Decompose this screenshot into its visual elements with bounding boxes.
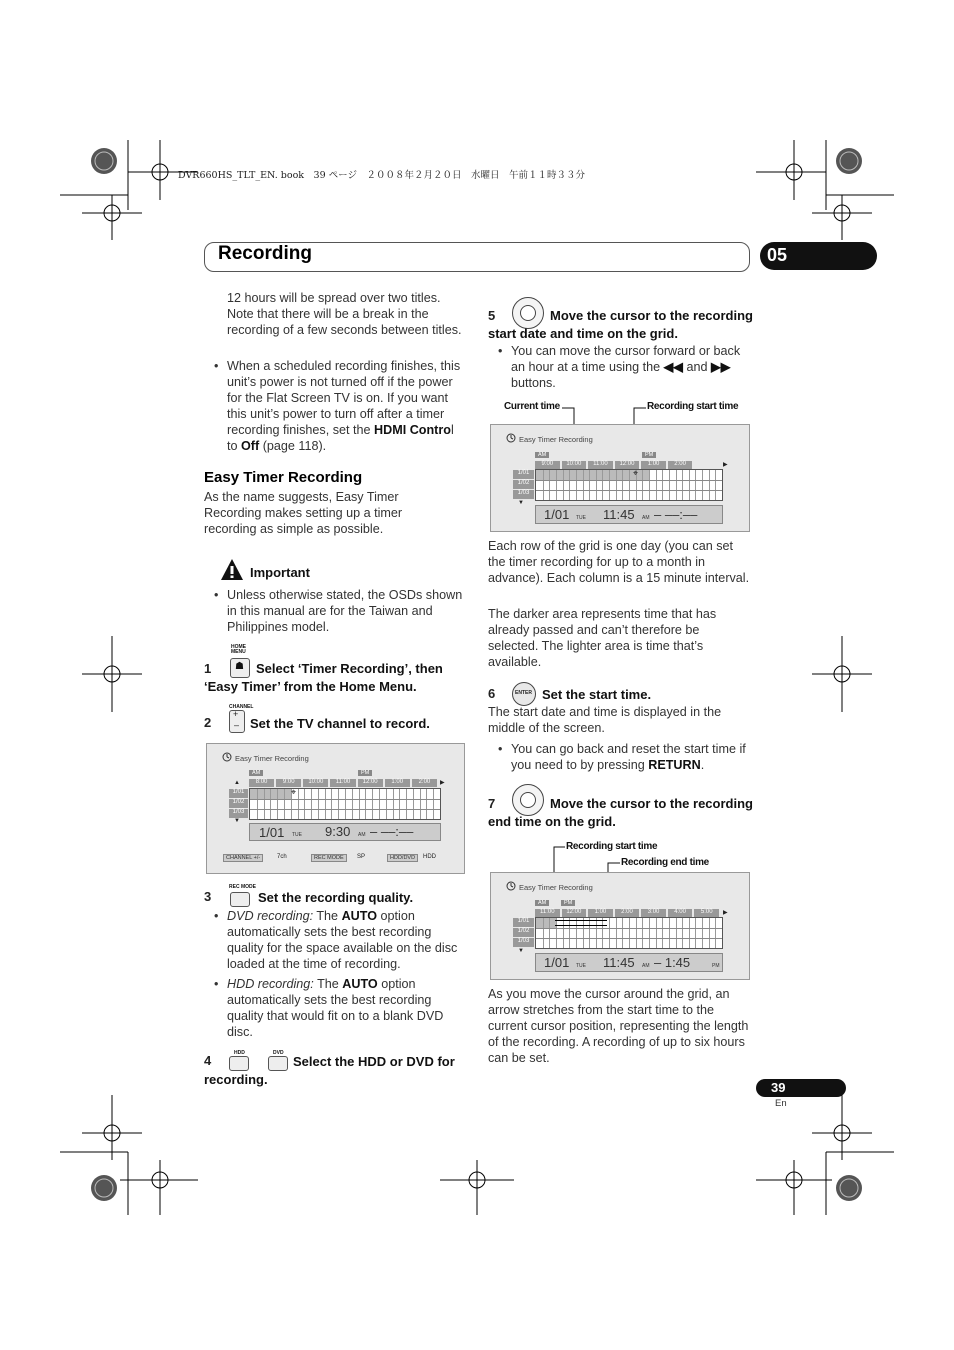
- step5-bullet-a: You can move the cursor forward or back an hour at a time using the: [511, 344, 741, 374]
- osd3-grid-line: [616, 918, 617, 948]
- grid-explanation-1: Each row of the grid is one day (you can set the timer recording for up to a month in advance). Each column is a 15 minute interval.: [488, 539, 750, 585]
- osd1-grid-line: [338, 789, 339, 819]
- step6-description: The start date and time is displayed in the middle of the screen.: [488, 705, 722, 735]
- hdd-recording-label: HDD recording:: [227, 977, 314, 991]
- osd1-date: 1/01: [259, 825, 285, 840]
- osd1-grid-line: [304, 789, 305, 819]
- osd3-am-label: AM: [535, 900, 549, 906]
- osd2-grid-line: [629, 470, 630, 500]
- osd1-hdddvd-value: HDD: [423, 854, 436, 860]
- osd2-grid-line: [715, 470, 716, 500]
- step6-number: 6: [488, 686, 496, 701]
- osd3-grid-line: [676, 918, 677, 948]
- osd1-time-header: [249, 779, 439, 787]
- fast-forward-icon: ▶▶: [711, 360, 731, 374]
- osd1-time-label: 1:00: [385, 779, 410, 787]
- osd2-time-label: 11:00: [588, 461, 613, 469]
- osd1-grid-line: [365, 789, 366, 819]
- osd1-grid-line: [277, 789, 278, 819]
- osd3-grid-line: [709, 918, 710, 948]
- bullet-power-text-d: Off: [241, 439, 260, 453]
- osd1-time-label: 9:00: [276, 779, 301, 787]
- important-warning-icon: [220, 558, 244, 582]
- osd3-grid-line: [656, 918, 657, 948]
- osd3-grid-line: [549, 918, 550, 948]
- callout-current-time: Current time: [504, 401, 560, 412]
- step6-bullet-c: .: [700, 758, 705, 772]
- osd3-pm-label: PM: [561, 900, 575, 906]
- osd3-time-header: [535, 909, 721, 917]
- osd2-grid-line: [622, 470, 623, 500]
- osd1-grid-line: [264, 789, 265, 819]
- osd2-grid-line: [576, 470, 577, 500]
- clock-icon: [506, 881, 516, 891]
- osd3-grid-line: [715, 918, 716, 948]
- step2-text: Set the TV channel to record.: [250, 716, 430, 731]
- osd1-grid-line: [298, 789, 299, 819]
- step7-number: 7: [488, 796, 496, 811]
- osd1-date-label: 1/02: [229, 799, 248, 808]
- osd1-grid-line: [311, 789, 312, 819]
- step5-bullet-c: and: [683, 360, 712, 374]
- osd3-time-label: 12:00: [562, 909, 587, 917]
- osd3-date-label: 1/01: [513, 918, 534, 927]
- osd1-grid-line: [325, 789, 326, 819]
- auto-option-1: AUTO: [341, 909, 378, 923]
- chapter-number: 05: [767, 245, 788, 265]
- osd2-grid-line: [616, 470, 617, 500]
- bullet-power-text-a: When a scheduled recording finishes, this unit’s power is not turned off if the power for the Flat Screen TV is on. If you want this unit’s power to turn off after a timer recording finishes, set the: [227, 359, 461, 437]
- step1-text: Select ‘Timer Recording’, then ‘Easy Timer’ from the Home Menu.: [204, 661, 443, 694]
- home-menu-caption: HOME MENU: [231, 644, 246, 655]
- osd3-time-bar: [535, 953, 723, 972]
- osd3-grid-line: [649, 918, 650, 948]
- osd2-time-bar: [535, 505, 723, 524]
- osd2-date-label: 1/03: [513, 490, 534, 499]
- osd1-title: Easy Timer Recording: [235, 754, 309, 763]
- osd2-grid-line: [669, 470, 670, 500]
- osd1-grid-line: [386, 789, 387, 819]
- home-icon: ☗: [235, 661, 244, 672]
- osd3-time-label: 1:00: [588, 909, 613, 917]
- osd2-time-label: 12:00: [615, 461, 640, 469]
- page-number: 39: [771, 1080, 786, 1095]
- rec-mode-caption: REC MODE: [229, 884, 256, 890]
- osd3-start-time: 11:45: [603, 955, 635, 970]
- page-language: En: [775, 1098, 787, 1109]
- channel-button-icon: [229, 710, 245, 733]
- osd3-time-label: 4:00: [668, 909, 693, 917]
- osd3-recording-span-arrow: [555, 920, 607, 926]
- osd2-start-ampm: AM: [642, 515, 650, 521]
- osd2-time-label: 9:00: [535, 461, 560, 469]
- osd1-start-ampm: AM: [358, 832, 366, 838]
- step3-b1-text-b: The: [313, 909, 342, 923]
- osd3-date-label: 1/03: [513, 938, 534, 947]
- osd1-grid-line: [257, 789, 258, 819]
- osd1-grid-line: [250, 809, 440, 810]
- step4-number: 4: [204, 1053, 212, 1068]
- intro-continued: 12 hours will be spread over two titles. Note that there will be a break in the recording of a few seconds between titles.: [227, 291, 462, 337]
- step7-text: Move the cursor to the recording end time on the grid.: [488, 796, 753, 829]
- osd2-grid-line: [569, 470, 570, 500]
- hdd-caption: HDD: [234, 1050, 245, 1056]
- osd1-grid-line: [284, 789, 285, 819]
- dvd-recording-label: DVD recording:: [227, 909, 314, 923]
- osd1-time-label: 11:00: [330, 779, 355, 787]
- osd2-grid-line: [682, 470, 683, 500]
- osd2-grid-line: [543, 470, 544, 500]
- osd2-grid-line: [689, 470, 690, 500]
- osd2-grid-line: [642, 470, 643, 500]
- osd2-grid-line: [609, 470, 610, 500]
- step3-b1-text-d: option automatically sets the best recording quality for the space available on the disc loaded at the time of recording.: [227, 909, 458, 971]
- osd2-past-area: [536, 470, 649, 480]
- osd2-day: TUE: [576, 515, 586, 521]
- osd1-grid-line: [372, 789, 373, 819]
- osd2-grid-line: [563, 470, 564, 500]
- osd3-title: Easy Timer Recording: [519, 883, 593, 892]
- osd1-channel-label: CHANNEL +/-: [223, 854, 263, 862]
- osd3-time-label: 2:00: [615, 909, 640, 917]
- easy-timer-description: As the name suggests, Easy Timer Recording makes setting up a timer recording as simple as possible.: [204, 490, 403, 536]
- osd3-time-label: 3:00: [641, 909, 666, 917]
- osd2-grid-line: [662, 470, 663, 500]
- osd1-time-label: 10:00: [303, 779, 328, 787]
- osd1-hdddvd-label: HDD/DVD: [387, 854, 418, 862]
- osd2-start-time: 11:45: [603, 507, 635, 522]
- osd1-right-arrow-icon: ▶: [440, 780, 445, 786]
- osd1-cursor-icon: ⌖: [291, 787, 297, 797]
- osd3-date-column: [513, 918, 535, 948]
- osd2-date-label: 1/01: [513, 470, 534, 479]
- osd1-timer-grid[interactable]: [249, 788, 441, 820]
- bullet-power-text-c: l to: [227, 423, 454, 453]
- osd3-grid-line: [682, 918, 683, 948]
- osd2-right-arrow-icon: ▶: [723, 462, 728, 468]
- bullet-power-text-e: (page 118).: [259, 439, 327, 453]
- bullet-power-off: [227, 358, 465, 454]
- osd1-grid-line: [426, 789, 427, 819]
- step5-bullet-e: buttons.: [511, 376, 556, 390]
- osd1-time-label: 8:00: [249, 779, 274, 787]
- auto-option-2: AUTO: [342, 977, 378, 991]
- osd2-down-arrow-icon: ▼: [518, 500, 524, 506]
- osd1-end-time: – ––:––: [370, 824, 414, 839]
- enter-caption: ENTER: [515, 690, 532, 696]
- osd1-grid-line: [379, 789, 380, 819]
- osd3-end-time: – 1:45: [654, 955, 691, 970]
- osd1-time-label: 12:00: [358, 779, 383, 787]
- callout-recording-end: Recording end time: [621, 857, 709, 868]
- osd3-grid-line: [543, 918, 544, 948]
- osd1-grid-line: [399, 789, 400, 819]
- clock-icon: [222, 752, 232, 762]
- osd3-grid-line: [695, 918, 696, 948]
- osd2-timer-grid[interactable]: [535, 469, 723, 501]
- osd1-time-bar: [249, 823, 441, 841]
- osd2-grid-line: [702, 470, 703, 500]
- enter-button-icon: [512, 682, 536, 706]
- osd2-time-label: 2:00: [668, 461, 693, 469]
- step3-bullet-hdd: [227, 976, 465, 1040]
- bullet-power-text-b: HDMI Contro: [374, 423, 451, 437]
- osd1-start-time: 9:30: [325, 824, 351, 839]
- osd2-grid-line: [602, 470, 603, 500]
- step6-bullet: [511, 741, 749, 773]
- step3-b2-text-d: option automatically sets the best recording quality that would fit on to a blank DVD disc.: [227, 977, 444, 1039]
- rec-mode-button-icon: [230, 892, 250, 907]
- osd2-date-column: [513, 470, 535, 500]
- osd3-grid-line: [642, 918, 643, 948]
- grid-explanation-2: The darker area represents time that has already passed and can’t therefore be selected. The lighter area is time that’s available.: [488, 607, 717, 669]
- osd3-right-arrow-icon: ▶: [723, 910, 728, 916]
- osd2-grid-line: [556, 470, 557, 500]
- step3-number: 3: [204, 889, 212, 904]
- osd1-date-label: 1/03: [229, 809, 248, 818]
- osd3-date-label: 1/02: [513, 928, 534, 937]
- osd2-grid-line: [536, 490, 722, 491]
- osd1-grid-line: [393, 789, 394, 819]
- osd2-grid-line: [709, 470, 710, 500]
- section-title: Recording: [218, 243, 312, 264]
- osd1-day: TUE: [292, 832, 302, 838]
- step6-text: Set the start time.: [542, 687, 652, 702]
- callout-recording-start: Recording start time: [647, 401, 739, 412]
- osd3-start-ampm: AM: [642, 963, 650, 969]
- osd3-grid-line: [622, 918, 623, 948]
- step3-b2-text-b: The: [313, 977, 343, 991]
- print-header: DVR660HS_TLT_EN. book 39 ページ ２００８年２月２０日 水曜日 午前１１時３３分: [178, 170, 585, 181]
- osd1-pm-label: PM: [358, 770, 372, 776]
- osd1-left-arrow-icon: ▲: [234, 780, 240, 786]
- osd2-pm-label: PM: [642, 452, 656, 458]
- osd3-end-ampm: PM: [712, 963, 720, 969]
- osd2-grid-line: [649, 470, 650, 500]
- osd-screen-3: [490, 872, 750, 980]
- osd2-am-label: AM: [535, 452, 549, 458]
- step3-text: Set the recording quality.: [258, 890, 414, 905]
- callout-recording-start-2: Recording start time: [566, 841, 658, 852]
- osd-screen-1: [206, 743, 465, 874]
- osd1-grid-line: [318, 789, 319, 819]
- osd2-grid-line: [676, 470, 677, 500]
- osd3-time-label: 11:00: [535, 909, 560, 917]
- osd1-grid-line: [331, 789, 332, 819]
- plus-icon: +: [233, 709, 239, 719]
- minus-icon: –: [234, 720, 240, 730]
- osd1-grid-line: [433, 789, 434, 819]
- osd3-grid-line: [636, 918, 637, 948]
- osd3-grid-line: [702, 918, 703, 948]
- osd1-recmode-value: SP: [357, 854, 366, 860]
- osd2-end-time: – ––:––: [654, 507, 698, 522]
- step6-bullet-a: You can go back and reset the start time if you need to by pressing: [511, 742, 746, 772]
- osd3-grid-line: [689, 918, 690, 948]
- osd1-grid-line: [413, 789, 414, 819]
- osd1-grid-line: [270, 789, 271, 819]
- osd1-grid-line: [250, 799, 440, 800]
- osd1-grid-line: [352, 789, 353, 819]
- osd1-grid-line: [420, 789, 421, 819]
- osd3-past-area: [536, 918, 556, 928]
- step3-bullet-dvd: [227, 908, 465, 972]
- osd2-grid-line: [589, 470, 590, 500]
- osd2-cursor-icon: ⌖: [633, 468, 639, 478]
- osd3-day: TUE: [576, 963, 586, 969]
- osd2-title: Easy Timer Recording: [519, 435, 593, 444]
- osd3-grid-line: [629, 918, 630, 948]
- osd1-grid-line: [345, 789, 346, 819]
- osd3-down-arrow-icon: ▼: [518, 948, 524, 954]
- important-bullet: • Unless otherwise stated, the OSDs shown in this manual are for the Taiwan and Philippines model.: [227, 587, 465, 635]
- osd2-time-label: 10:00: [562, 461, 587, 469]
- osd3-grid-line: [669, 918, 670, 948]
- osd1-time-label: 2:00: [412, 779, 437, 787]
- osd2-grid-line: [695, 470, 696, 500]
- osd2-date: 1/01: [544, 507, 570, 522]
- osd1-date-label: 1/01: [229, 789, 248, 798]
- osd3-time-label: 5:00: [694, 909, 719, 917]
- osd1-channel-value: 7ch: [277, 854, 287, 860]
- step5-bullet: [511, 343, 749, 391]
- step2-number: 2: [204, 715, 212, 730]
- osd1-date-column: [229, 789, 249, 819]
- step4-text: Select the HDD or DVD for recording.: [204, 1054, 455, 1087]
- step5-text: Move the cursor to the recording start date and time on the grid.: [488, 308, 753, 341]
- osd1-grid-line: [359, 789, 360, 819]
- osd1-down-arrow-icon: ▼: [234, 818, 240, 824]
- osd3-grid-line: [536, 928, 722, 929]
- important-label: Important: [250, 565, 310, 580]
- clock-icon: [506, 433, 516, 443]
- osd3-grid-line: [609, 918, 610, 948]
- page-number-tab: [756, 1079, 846, 1097]
- osd1-am-label: AM: [249, 770, 263, 776]
- osd1-recmode-label: REC MODE: [311, 854, 347, 862]
- return-key-label: RETURN: [648, 758, 701, 772]
- osd2-grid-line: [656, 470, 657, 500]
- osd3-date: 1/01: [544, 955, 570, 970]
- step5-number: 5: [488, 308, 496, 323]
- easy-timer-heading: Easy Timer Recording: [204, 469, 363, 486]
- osd2-time-label: 1:00: [641, 461, 666, 469]
- osd2-grid-line: [536, 480, 722, 481]
- channel-caption: CHANNEL: [229, 704, 254, 710]
- osd3-grid-line: [662, 918, 663, 948]
- recording-length-explanation: As you move the cursor around the grid, an arrow stretches from the start time to the current cursor position, representing the length of the recording. A recording of up to six hours can be set.: [488, 987, 749, 1065]
- osd2-date-label: 1/02: [513, 480, 534, 489]
- osd-screen-2: [490, 424, 750, 532]
- osd2-grid-line: [583, 470, 584, 500]
- step1-number: 1: [204, 661, 212, 676]
- osd3-grid-line: [536, 938, 722, 939]
- osd2-time-header: [535, 461, 721, 469]
- dvd-caption: DVD: [273, 1050, 284, 1056]
- osd1-grid-line: [406, 789, 407, 819]
- rewind-icon: ◀◀: [663, 360, 683, 374]
- osd2-grid-line: [549, 470, 550, 500]
- osd2-grid-line: [596, 470, 597, 500]
